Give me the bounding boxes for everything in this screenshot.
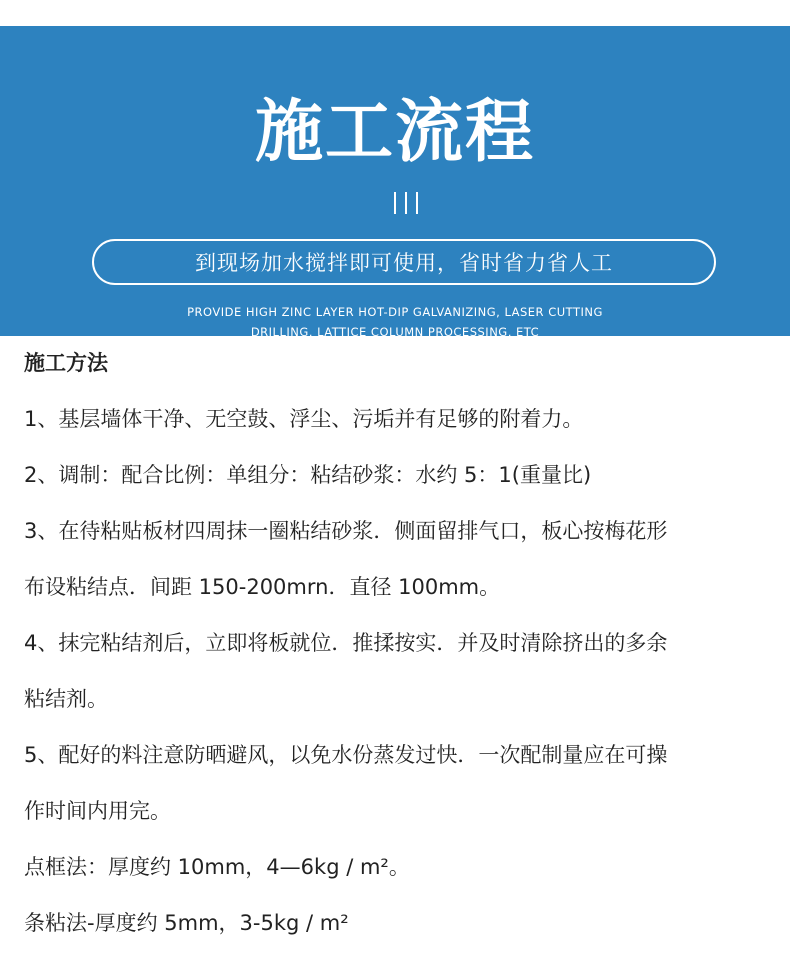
text-line: 4、抹完粘结剂后，立即将板就位．推揉按实．并及时清除挤出的多余 — [24, 631, 668, 655]
text-line: 条粘法-厚度约 5mm，3-5kg / m² — [24, 911, 349, 935]
header-banner — [0, 26, 790, 339]
divider-bar — [416, 192, 418, 214]
divider-bar — [394, 192, 396, 214]
text-line: 2、调制：配合比例：单组分：粘结砂浆：水约 5：1(重量比) — [24, 463, 592, 487]
text-line: 3、在待粘贴板材四周抹一圈粘结砂浆．侧面留排气口，板心按梅花形 — [24, 519, 668, 543]
text-line: 作时间内用完。 — [24, 799, 171, 823]
method-section — [24, 345, 774, 961]
text-line: 粘结剂。 — [24, 687, 108, 711]
english-subtitle-line-2: DRILLING, LATTICE COLUMN PROCESSING, ETC — [250, 325, 540, 339]
slogan-pill — [92, 239, 716, 285]
section-heading: 施工方法 — [24, 351, 108, 375]
divider-bars-icon — [394, 192, 418, 214]
english-subtitle-line-1: PROVIDE HIGH ZINC LAYER HOT-DIP GALVANIZING, LASER CUTTING — [187, 305, 603, 319]
text-line: 1、基层墙体干净、无空鼓、浮尘、污垢并有足够的附着力。 — [24, 407, 584, 431]
english-subtitle — [0, 302, 790, 342]
page-title: 施工流程 — [254, 93, 535, 172]
text-line: 布设粘结点．间距 150-200mrn．直径 100mm。 — [24, 575, 501, 599]
text-line: 点框法：厚度约 10mm，4—6kg / m²。 — [24, 855, 410, 879]
text-line: 5、配好的料注意防晒避风，以免水份蒸发过快．一次配制量应在可操 — [24, 743, 668, 767]
divider-bar — [405, 192, 407, 214]
slogan-text: 到现场加水搅拌即可使用，省时省力省人工 — [195, 251, 613, 275]
